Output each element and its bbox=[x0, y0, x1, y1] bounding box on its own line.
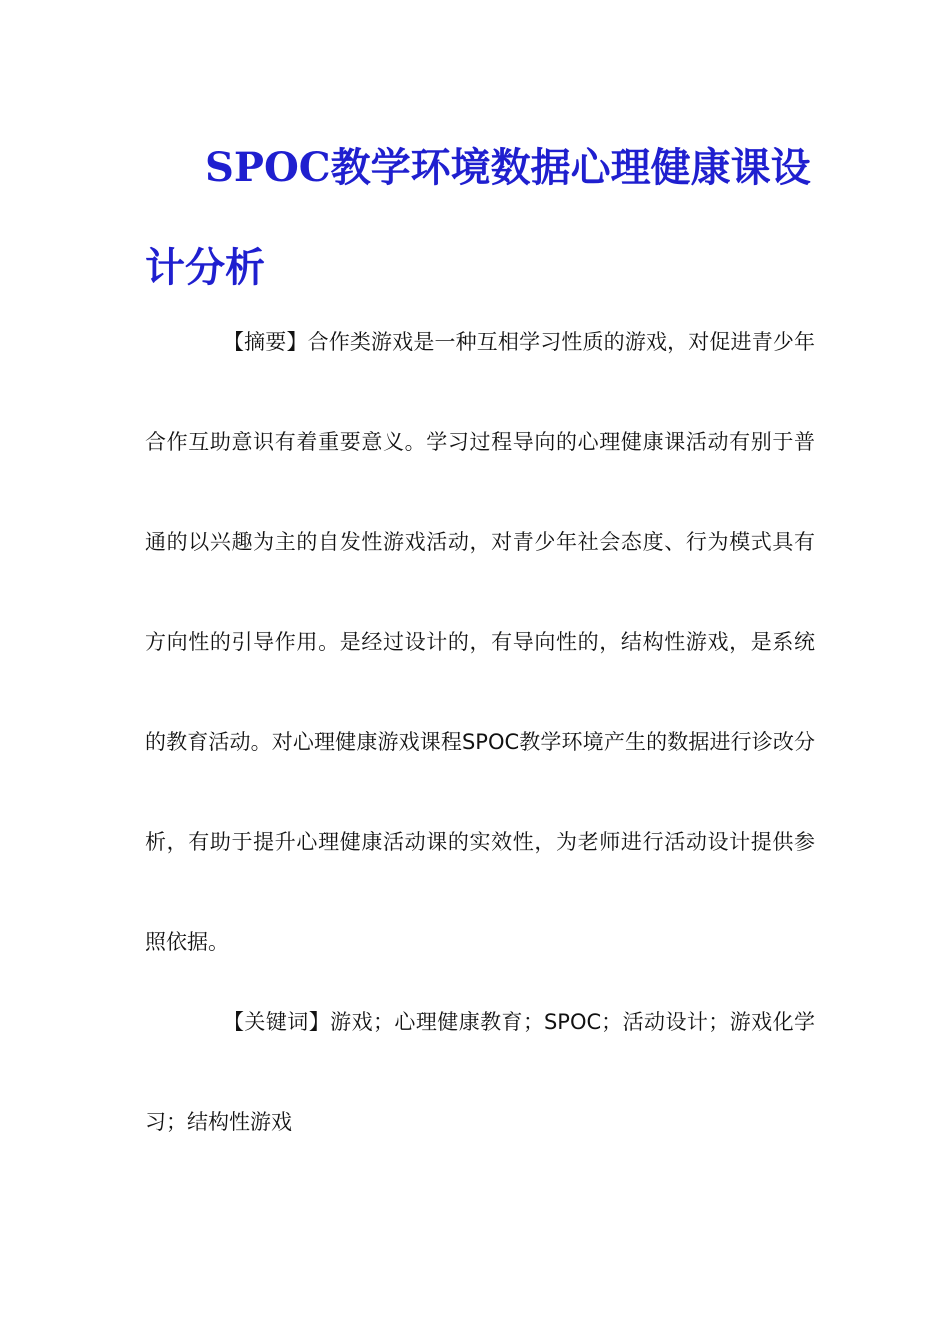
keywords-text: 游戏；心理健康教育；SPOC；活动设计；游戏化学习；结构性游戏 bbox=[145, 1010, 816, 1134]
abstract-paragraph bbox=[145, 292, 815, 992]
abstract-text: 合作类游戏是一种互相学习性质的游戏，对促进青少年合作互助意识有着重要意义。学习过程导向的心理健康课活动有别于普通的以兴趣为主的自发性游戏活动，对青少年社会态度、行为模式具有方向性的引导作用。是经过设计的，有导向性的，结构性游戏，是系统的教育活动。对心理健康游戏课程SPOC教学环境产生的数据进行诊改分析，有助于提升心理健康活动课的实效性，为老师进行活动设计提供参照依据。 bbox=[145, 330, 815, 954]
document-title: SPOC教学环境数据心理健康课设计分析 bbox=[145, 144, 811, 291]
keywords-label: 【关键词】 bbox=[223, 1010, 331, 1034]
keywords-paragraph bbox=[145, 972, 815, 1172]
abstract-label: 【摘要】 bbox=[223, 330, 308, 354]
